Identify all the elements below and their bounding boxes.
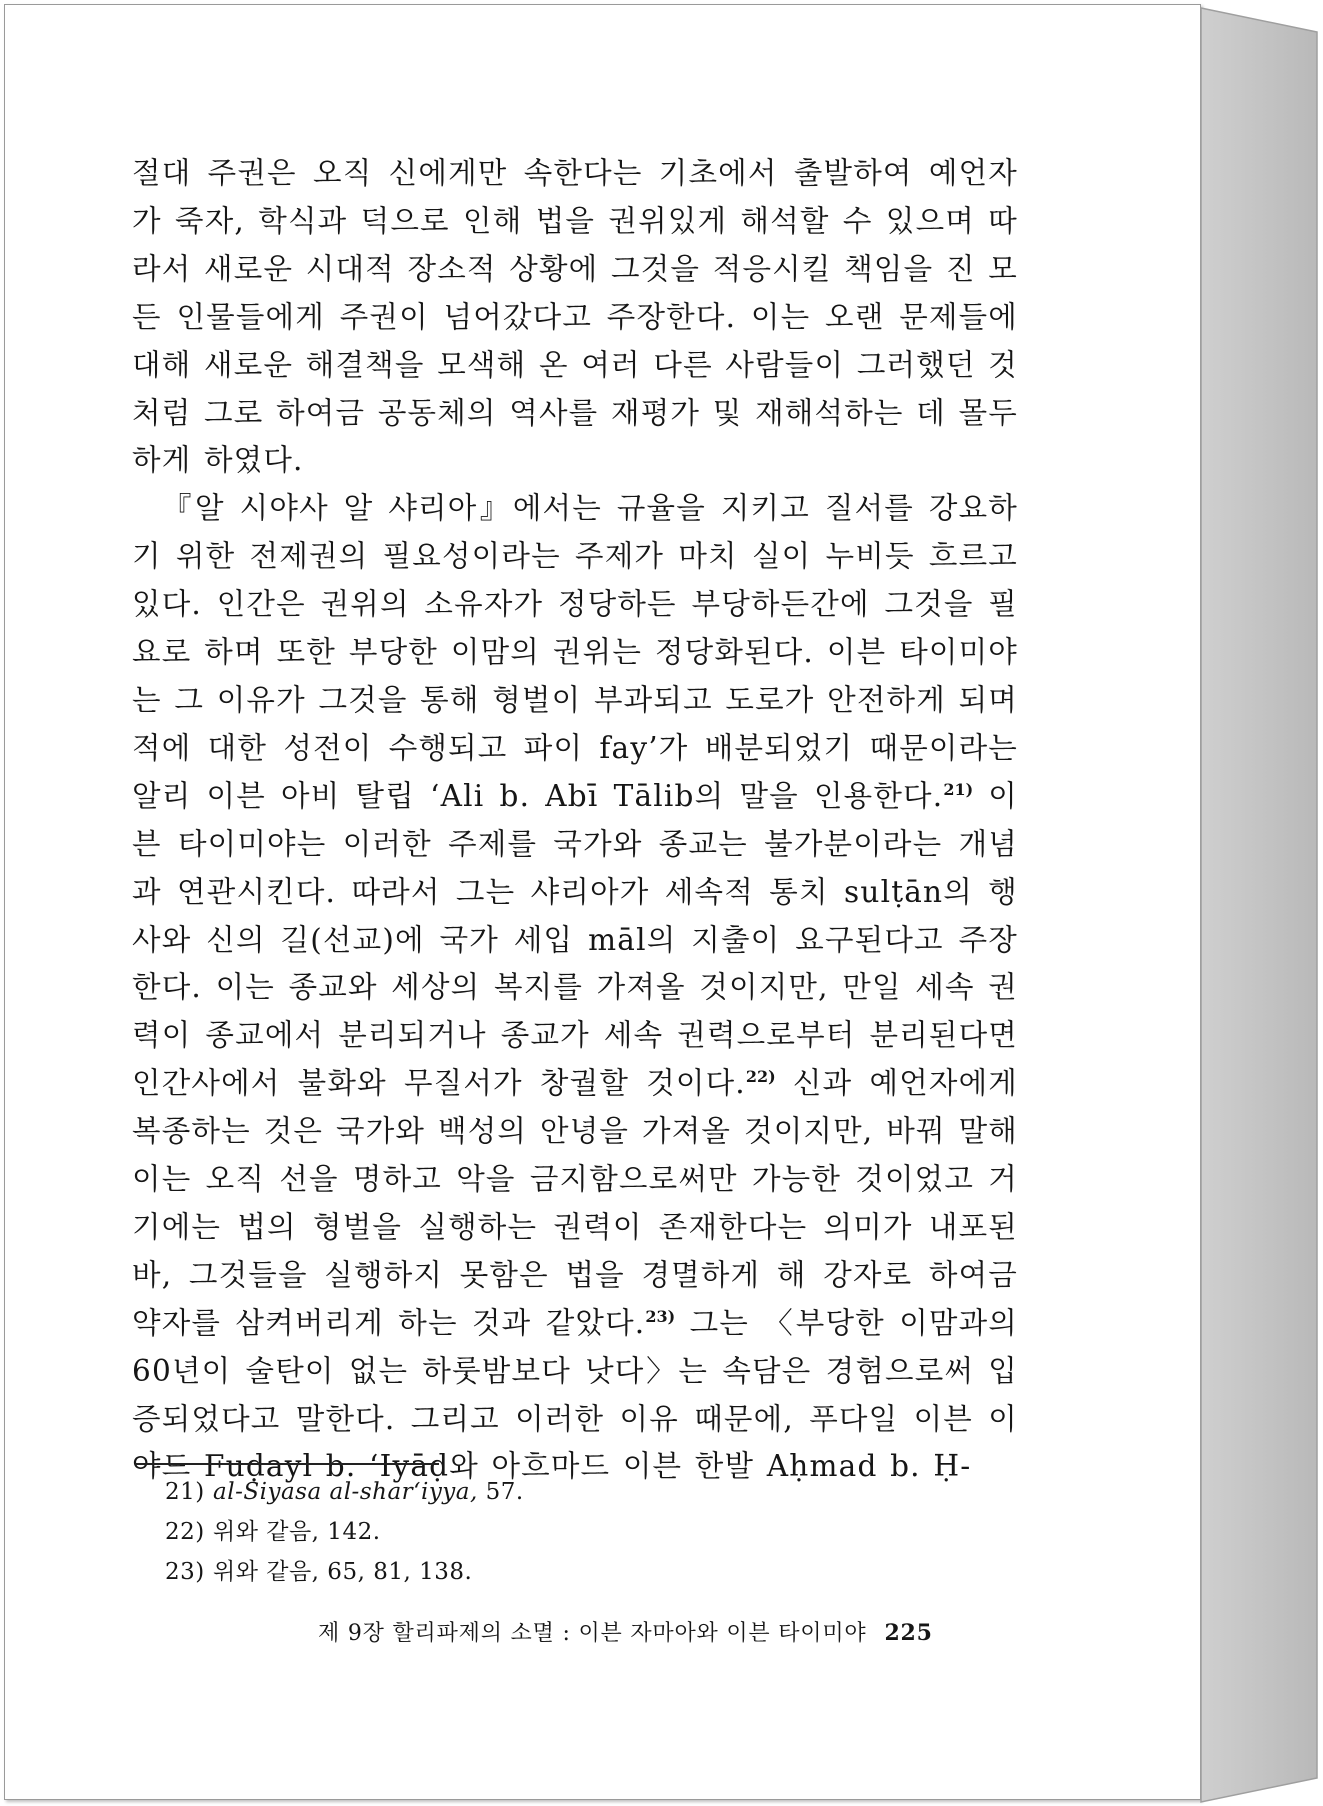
footnote-page-ref: 57. (477, 1479, 524, 1505)
body-paragraph (132, 150, 1018, 485)
body-paragraph (132, 485, 1018, 1491)
paragraph-text: 이븐 타이미야는 이러한 주제를 국가와 종교는 불가분이라는 개념과 연관시킨다. 따라서 그는 샤리아가 세속적 통치 sulṭān의 행사와 신의 길(선교)에 국가 세입 māl의 지출이 요구된다고 주장한다. 이는 종교와 세상의 복지를 가져올 것이지만, 만일 세속 권력이 종교에서 분리되거나 종교가 세속 권력으로부터 분리된다면 인간사에서 불화와 무질서가 창궐할 것이다. (132, 778, 1019, 1101)
footnote-number: 22) (165, 1519, 205, 1545)
footnote-separator (135, 1463, 439, 1465)
footnote-text: 위와 같음, 65, 81, 138. (213, 1559, 473, 1585)
footnote-item (165, 1552, 865, 1592)
footnote-marker: 23) (645, 1306, 676, 1326)
footnote-text: 위와 같음, 142. (213, 1519, 381, 1545)
footnotes (165, 1472, 865, 1592)
paragraph-text: 『알 시야사 알 샤리아』에서는 규율을 지키고 질서를 강요하기 위한 전제권의 필요성이라는 주제가 마치 실이 누비듯 흐르고 있다. 인간은 권위의 소유자가 정당하든 부당하든간에 그것을 필요로 하며 또한 부당한 이맘의 권위는 정당화된다. 이븐 타이미야는 그 이유가 그것을 통해 형벌이 부과되고 도로가 안전하게 되며 적에 대한 성전이 수행되고 파이 fay’가 배분되었기 때문이라는 알리 이븐 아비 탈립 ‘Ali b. Abī Tālib의 말을 인용한다. (132, 491, 1018, 813)
running-footer (318, 1618, 1018, 1649)
paragraph-text: 그는 〈부당한 이맘과의 60년이 술탄이 없는 하룻밤보다 낫다〉는 속담은 경험으로써 입증되었다고 말한다. 그리고 이러한 이유 때문에, 푸다일 이븐 이야드 Fuḍayl b. ‘Iyāḍ와 아흐마드 이븐 한발 Aḥmad b. Ḥ- (132, 1305, 1018, 1484)
footnote-item (165, 1472, 865, 1512)
footnote-marker: 22) (745, 1067, 776, 1087)
paragraph-text: 신과 예언자에게 복종하는 것은 국가와 백성의 안녕을 가져올 것이지만, 바꿔 말해 이는 오직 선을 명하고 악을 금지함으로써만 가능한 것이었고 거기에는 법의 형벌을 실행하는 권력이 존재한다는 의미가 내포된 바, 그것들을 실행하지 못함은 법을 경멸하게 해 강자로 하여금 약자를 삼켜버리게 하는 것과 같았다. (132, 1066, 1018, 1340)
footnote-number: 23) (165, 1559, 205, 1585)
footnote-text: al-Siyasa al-shar‘iyya, (213, 1479, 478, 1505)
page-number: 225 (884, 1620, 933, 1646)
chapter-title: 제 9장 할리파제의 소멸 : 이븐 자마아와 이븐 타이미야 (318, 1621, 867, 1646)
body-text (132, 150, 1018, 1491)
book-spine-side (1200, 0, 1323, 1806)
footnote-marker: 21) (943, 779, 974, 799)
footnote-number: 21) (165, 1479, 205, 1505)
book-side-shape (1200, 0, 1323, 1806)
paragraph-text: 절대 주권은 오직 신에게만 속한다는 기초에서 출발하여 예언자가 죽자, 학식과 덕으로 인해 법을 권위있게 해석할 수 있으며 따라서 새로운 시대적 장소적 상황에 그것을 적응시킬 책임을 진 모든 인물들에게 주권이 넘어갔다고 주장한다. 이는 오랜 문제들에 대해 새로운 해결책을 모색해 온 여러 다른 사람들이 그러했던 것처럼 그로 하여금 공동체의 역사를 재평가 및 재해석하는 데 몰두하게 하였다. (132, 156, 1018, 478)
footnote-item (165, 1512, 865, 1552)
